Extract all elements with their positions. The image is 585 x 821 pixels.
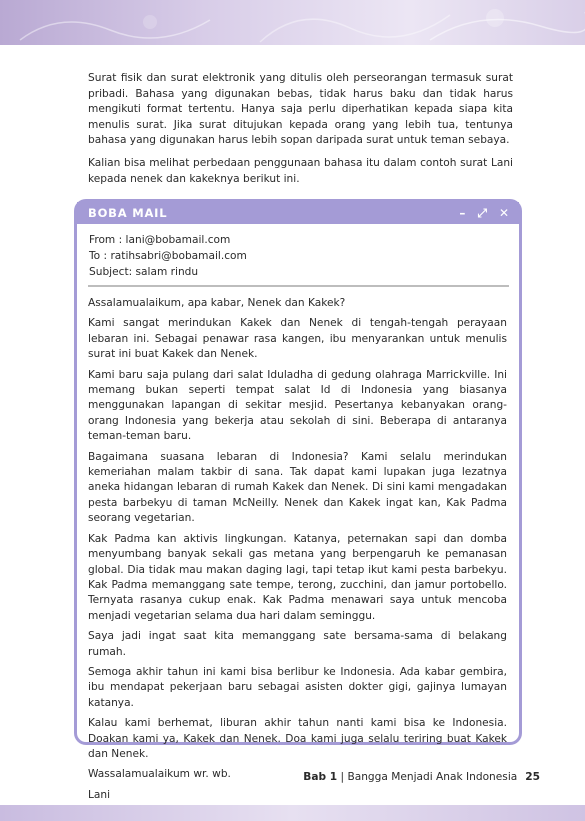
body-paragraph: Bagaimana suasana lebaran di Indonesia? Kami selalu merindukan kemeriahan malam takbir di sana. Tak dapat kami lupakan juga lezatnya aneka hidangan lebaran di rumah Kakek dan Nenek. Di sini kami mengadakan pesta barbekyu di taman McNeilly. Nenek dan Kakek ingat kan, Kak Padma seorang vegetarian. <box>88 450 507 525</box>
body-paragraph: Saya jadi ingat saat kita memanggang sate bersama-sama di belakang rumah. <box>88 630 507 658</box>
email-window-header <box>77 202 519 224</box>
expand-icon[interactable]: ⤢ <box>477 206 487 220</box>
body-paragraph: Semoga akhir tahun ini kami bisa berlibur ke Indonesia. Ada kabar gembira, ibu mendapat pekerjaan baru sebagai asisten dokter gigi, gajinya lumayan katanya. <box>88 665 507 709</box>
body-paragraph: Assalamualaikum, apa kabar, Nenek dan Kakek? <box>88 297 346 309</box>
email-to: To : ratihsabri@bobamail.com <box>89 250 247 262</box>
body-paragraph: Kami baru saja pulang dari salat Iduladha di gedung olahraga Marrickville. Ini memang bukan seperti tempat salat Id di Indonesia yang biasanya menggunakan lapangan di sekitar mesjid. Pesertanya kebanyakan orang-orang Indonesia yang bekerja atau sekolah di sini. Beberapa di antaranya teman-teman baru. <box>88 368 507 443</box>
body-paragraph: Kalau kami berhemat, liburan akhir tahun nanti kami bisa ke Indonesia. Doakan kami ya, Kakek dan Nenek. Doa kami juga selalu teriring buat Kakek dan Nenek. <box>88 717 507 760</box>
footer-separator: | <box>337 771 348 783</box>
body-paragraph: Kami sangat merindukan Kakek dan Nenek di tengah-tengah perayaan lebaran ini. Sebagai penawar rasa kangen, ibu menyarankan untuk menulis surat ini buat Kakek dan Nenek. <box>88 317 507 361</box>
page-footer <box>294 771 540 783</box>
body-signature: Lani <box>88 788 111 801</box>
intro-text <box>88 71 513 194</box>
bottom-decorative-banner <box>0 805 585 821</box>
footer-chapter: Bab 1 <box>303 771 338 783</box>
intro-paragraph-2: Kalian bisa melihat perbedaan penggunaan bahasa itu dalam contoh surat Lani kepada nenek dan kakeknya berikut ini. <box>88 156 513 185</box>
body-paragraph: Kak Padma kan aktivis lingkungan. Katanya, peternakan sapi dan domba menyumbang banyak sekali gas metana yang berpengaruh ke pemanasan global. Dia tidak mau makan daging lagi, tapi tetap ikut kami pesta barbekyu. Kak Padma memanggang sate tempe, terong, zucchini, dan jamur portobello. Ternyata rasanya cukup enak. Kak Padma menawari saya untuk mencoba menjadi vegetarian selama dua hari dalam seminggu. <box>88 532 507 622</box>
email-meta <box>77 224 519 280</box>
email-body <box>77 287 519 803</box>
mail-brand-title: BOBA MAIL <box>88 206 168 220</box>
footer-title: Bangga Menjadi Anak Indonesia <box>347 771 518 783</box>
top-decorative-banner <box>0 0 585 45</box>
email-from: From : lani@bobamail.com <box>89 234 231 246</box>
floral-pattern-icon <box>0 0 585 45</box>
minimize-icon[interactable]: – <box>459 206 466 220</box>
body-closing: Wassalamualaikum wr. wb. <box>88 768 231 781</box>
intro-paragraph-1: Surat fisik dan surat elektronik yang ditulis oleh perseorangan termasuk surat pribadi. Bahasa yang digunakan bebas, tidak harus baku dan tidak harus mengikuti format tertentu. Hanya saja perlu diperhatikan kepada siapa kita menulis surat. Jika surat ditujukan kepada orang yang lebih tua, tentunya bahasa yang digunakan harus lebih sopan daripada surat untuk teman sebaya. <box>88 72 513 147</box>
close-icon[interactable]: ✕ <box>498 206 509 220</box>
window-controls <box>459 207 509 219</box>
page-number: 25 <box>525 771 540 783</box>
email-subject: Subject: salam rindu <box>89 266 199 278</box>
